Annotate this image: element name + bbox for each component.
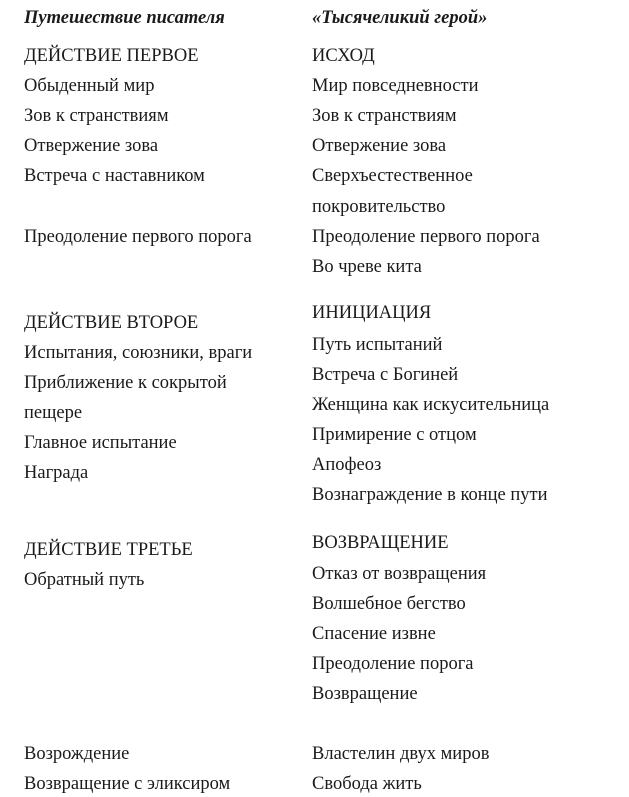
left-act2-item: пещере xyxy=(24,403,83,423)
left-act1-item: Встреча с наставником xyxy=(24,166,205,186)
right-part2-item: Путь испытаний xyxy=(312,335,443,355)
right-part3-item: Отказ от возвращения xyxy=(312,564,487,584)
left-act2-item: Награда xyxy=(24,463,89,483)
right-part3-title: ВОЗВРАЩЕНИЕ xyxy=(312,533,449,553)
left-act3-item: Обратный путь xyxy=(24,570,145,590)
left-act2-item: Главное испытание xyxy=(24,433,177,453)
left-act1-item: Зов к странствиям xyxy=(24,106,169,126)
left-act3-title: ДЕЙСТВИЕ ТРЕТЬЕ xyxy=(24,540,193,560)
right-part1-item: Отвержение зова xyxy=(312,136,447,156)
left-column-header: Путешествие писателя xyxy=(24,8,225,28)
right-part1-item: Во чреве кита xyxy=(312,257,422,277)
right-part2-item: Примирение с отцом xyxy=(312,425,477,445)
right-part2-title: ИНИЦИАЦИЯ xyxy=(312,303,432,323)
right-column-header: «Тысячеликий герой» xyxy=(312,8,488,28)
left-act1-item: Обыденный мир xyxy=(24,76,155,96)
left-act1-item: Отвержение зова xyxy=(24,136,159,156)
right-part2-item: Встреча с Богиней xyxy=(312,365,459,385)
right-part2-item: Вознаграждение в конце пути xyxy=(312,485,548,505)
right-part1-item: Мир повседневности xyxy=(312,76,479,96)
left-act3-item: Возрождение xyxy=(24,744,130,764)
right-part3-item: Спасение извне xyxy=(312,624,436,644)
left-act2-item: Испытания, союзники, враги xyxy=(24,343,253,363)
left-act1-title: ДЕЙСТВИЕ ПЕРВОЕ xyxy=(24,46,199,66)
left-act2-item: Приближение к сокрытой xyxy=(24,373,227,393)
right-part3-item: Преодоление порога xyxy=(312,654,474,674)
right-part3-item: Свобода жить xyxy=(312,774,422,794)
right-part1-title: ИСХОД xyxy=(312,46,375,66)
right-part2-item: Женщина как искусительница xyxy=(312,395,550,415)
right-part1-item: Преодоление первого порога xyxy=(312,227,540,247)
left-act2-title: ДЕЙСТВИЕ ВТОРОЕ xyxy=(24,313,199,333)
right-part2-item: Апофеоз xyxy=(312,455,382,475)
right-part3-item: Властелин двух миров xyxy=(312,744,490,764)
left-act1-item: Преодоление первого порога xyxy=(24,227,252,247)
right-part1-item: покровительство xyxy=(312,197,446,217)
right-part1-item: Сверхъестественное xyxy=(312,166,473,186)
left-act3-item: Возвращение с эликсиром xyxy=(24,774,231,794)
right-part3-item: Волшебное бегство xyxy=(312,594,466,614)
right-part1-item: Зов к странствиям xyxy=(312,106,457,126)
right-part3-item: Возвращение xyxy=(312,684,418,704)
